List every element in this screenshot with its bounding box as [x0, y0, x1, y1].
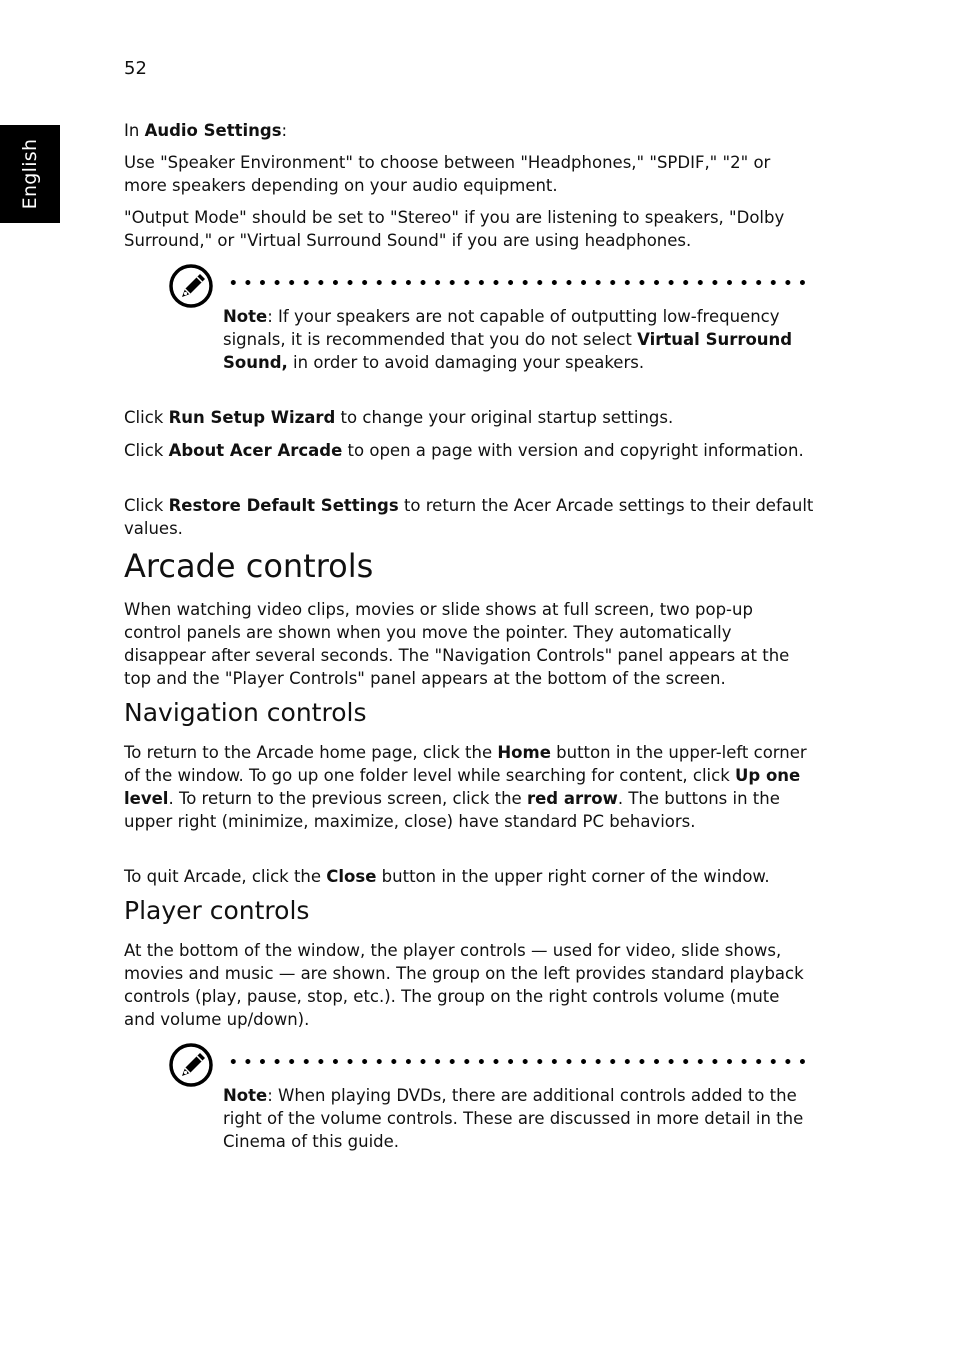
navigation-paragraph: [124, 741, 814, 833]
arcade-controls-heading: Arcade controls: [124, 547, 374, 585]
audio-settings-term: Audio Settings: [144, 121, 282, 140]
close-term: Close: [326, 867, 377, 886]
virtual-surround-term: Virtual Surround Sound,: [223, 330, 793, 372]
language-tab: [0, 125, 60, 223]
nav-text-1: To return to the Arcade home page, click the: [124, 743, 498, 762]
nav-text-4: . The buttons in the upper right (minimize, maximize, close) have standard PC behaviors.: [124, 789, 780, 831]
run-setup-wizard-term: Run Setup Wizard: [168, 408, 336, 427]
quit-paragraph: [124, 865, 814, 888]
wizard-suffix: to change your original startup settings.: [335, 408, 674, 427]
note-label: Note: [223, 307, 268, 326]
intro-suffix: :: [281, 121, 288, 140]
quit-suffix: button in the upper right corner of the window.: [376, 867, 770, 886]
speaker-note: [223, 305, 813, 374]
note-divider: [226, 1059, 812, 1064]
about-paragraph: [124, 439, 814, 462]
player-controls-paragraph: At the bottom of the window, the player controls — used for video, slide shows, movies and music — are shown. The group on the left provides standard playback controls (play, pause, stop, etc.). The group on the right controls volume (mute and volume up/down).: [124, 941, 804, 1029]
about-prefix: Click: [124, 441, 169, 460]
nav-text-3: . To return to the previous screen, click the: [168, 789, 527, 808]
player-controls-heading: Player controls: [124, 896, 310, 925]
about-suffix: to open a page with version and copyright information.: [342, 441, 804, 460]
intro-prefix: In: [124, 121, 145, 140]
note-text-a: : If your speakers are not capable of outputting low-frequency signals, it is recommended that you do not select: [223, 307, 780, 349]
page-number: 52: [124, 58, 147, 79]
restore-default-settings-term: Restore Default Settings: [168, 496, 399, 515]
note-label: Note: [223, 1086, 268, 1105]
dvd-note: [223, 1084, 813, 1153]
up-one-level-term: Up one level: [124, 766, 801, 808]
navigation-controls-heading: Navigation controls: [124, 698, 367, 727]
quit-prefix: To quit Arcade, click the: [124, 867, 327, 886]
red-arrow-term: red arrow: [526, 789, 618, 808]
restore-suffix: to return the Acer Arcade settings to their default values.: [124, 496, 814, 538]
home-term: Home: [497, 743, 551, 762]
note-text-b: in order to avoid damaging your speakers.: [287, 353, 645, 372]
wizard-prefix: Click: [124, 408, 169, 427]
setup-wizard-paragraph: [124, 406, 814, 429]
language-tab-label: English: [19, 138, 41, 210]
restore-paragraph: [124, 494, 814, 540]
audio-settings-intro: [124, 119, 814, 142]
restore-prefix: Click: [124, 496, 169, 515]
note-text: : When playing DVDs, there are additional controls added to the right of the volume controls. These are discussed in more detail in the Cinema of this guide.: [223, 1086, 804, 1151]
pen-note-icon: [168, 263, 214, 309]
note-divider: [226, 280, 812, 285]
pen-note-icon: [168, 1042, 214, 1088]
speaker-environment-paragraph: Use "Speaker Environment" to choose between "Headphones," "SPDIF," "2" or more speakers depending on your audio equipment.: [124, 153, 771, 195]
about-acer-arcade-term: About Acer Arcade: [168, 441, 343, 460]
output-mode-paragraph: "Output Mode" should be set to "Stereo" if you are listening to speakers, "Dolby Surround," or "Virtual Surround Sound" if you are using headphones.: [124, 208, 785, 250]
nav-text-2: button in the upper-left corner of the window. To go up one folder level while searching for content, click: [124, 743, 807, 785]
arcade-controls-paragraph: When watching video clips, movies or slide shows at full screen, two pop-up control panels are shown when you move the pointer. They automatically disappear after several seconds. The "Navigation Controls" panel appears at the top and the "Player Controls" panel appears at the bottom of the screen.: [124, 600, 790, 688]
